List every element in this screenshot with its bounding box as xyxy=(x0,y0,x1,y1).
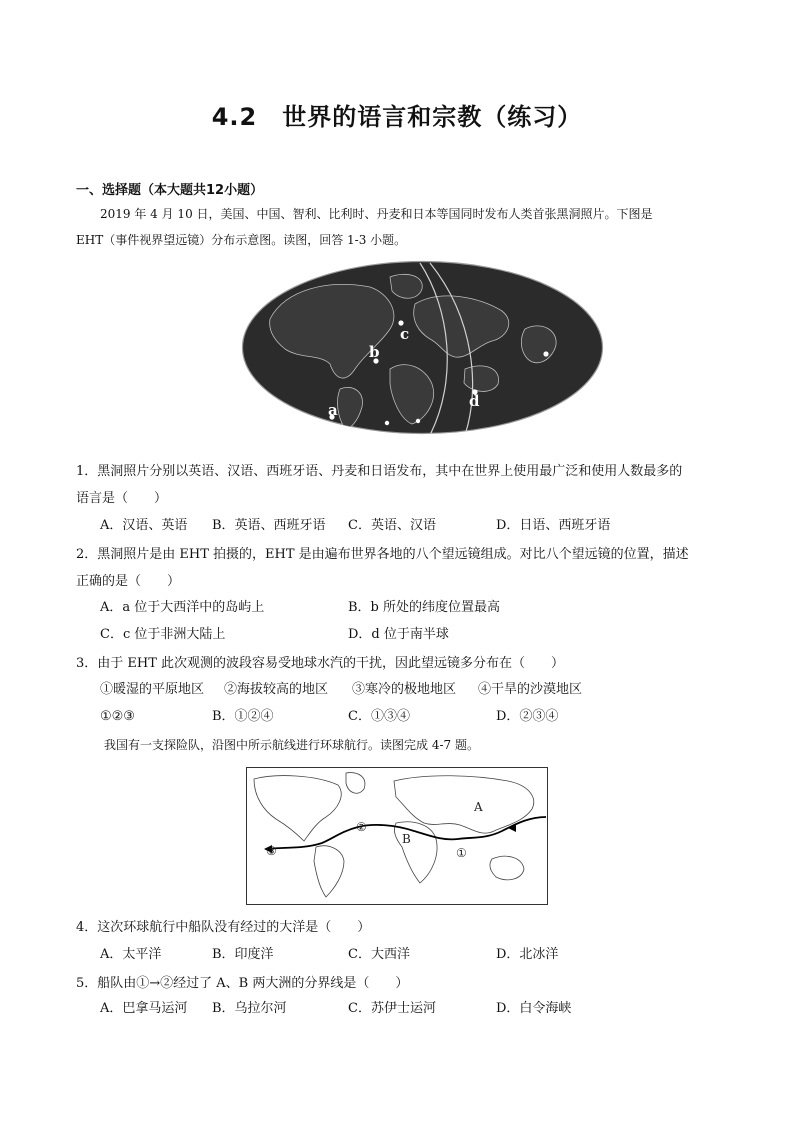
q1-option-b[interactable]: B．英语、西班牙语 xyxy=(212,518,326,533)
q1-option-c[interactable]: C．英语、汉语 xyxy=(348,518,436,533)
map2-label-B: B xyxy=(402,832,411,846)
q1-line-2: 语言是（ ） xyxy=(76,491,168,506)
q3-option-b[interactable]: B．①②④ xyxy=(212,709,274,724)
map1-label-a: a xyxy=(328,401,338,419)
intro-1-line-2: EHT（事件视界望远镜）分布示意图。读图，回答 1-3 小题。 xyxy=(76,233,407,247)
question-2 xyxy=(76,541,726,595)
q4-option-d[interactable]: D．北冰洋 xyxy=(496,947,559,962)
telescope-marker-6 xyxy=(385,421,389,425)
question-4 xyxy=(76,914,726,941)
intro-passage-2 xyxy=(104,732,754,758)
intro-1-line-1: 2019 年 4 月 10 日，美国、中国、智利、比利时、丹麦和日本等国同时发布人类首张黑洞照片。下图是 xyxy=(100,207,653,221)
q5-option-b[interactable]: B．乌拉尔河 xyxy=(212,1001,287,1016)
q4-option-b[interactable]: B．印度洋 xyxy=(212,947,274,962)
q1-option-d[interactable]: D．日语、西班牙语 xyxy=(496,518,611,533)
question-5 xyxy=(76,970,726,997)
q2-option-b[interactable]: B．b 所处的纬度位置最高 xyxy=(348,600,501,615)
question-1 xyxy=(76,458,726,512)
q3-item-4: ④干旱的沙漠地区 xyxy=(478,682,583,697)
map2-frame xyxy=(247,768,548,905)
q3-option-a[interactable]: ①②③ xyxy=(100,709,135,724)
landmass-australia xyxy=(464,366,499,392)
q5-option-c[interactable]: C．苏伊士运河 xyxy=(348,1001,436,1016)
map2-label-A: A xyxy=(474,800,483,814)
page-title: 4.2 世界的语言和宗教（练习） xyxy=(211,103,583,131)
map1-label-d: d xyxy=(469,392,480,410)
q2-option-a[interactable]: A．a 位于大西洋中的岛屿上 xyxy=(100,600,265,615)
q3-item-3: ③寒冷的极地地区 xyxy=(352,682,457,697)
intro-passage-1 xyxy=(76,201,726,253)
q2-option-d[interactable]: D．d 位于南半球 xyxy=(348,627,449,642)
map2-label-3: ③ xyxy=(266,844,277,858)
q2-line-2: 正确的是（ ） xyxy=(76,574,181,589)
section-heading: 一、选择题（本大题共12小题） xyxy=(76,183,264,198)
q4-option-c[interactable]: C．大西洋 xyxy=(348,947,410,962)
map1-label-b: b xyxy=(369,343,380,361)
q1-option-a[interactable]: A．汉语、英语 xyxy=(100,518,188,533)
q2-line-1: 2．黑洞照片是由 EHT 拍摄的，EHT 是由遍布世界各地的八个望远镜组成。对比八个望远镜的位置，描述 xyxy=(76,547,689,562)
q4-option-a[interactable]: A．太平洋 xyxy=(100,947,162,962)
voyage-route-map xyxy=(246,767,548,905)
q3-item-2: ②海拔较高的地区 xyxy=(224,682,329,697)
q2-option-c[interactable]: C．c 位于非洲大陆上 xyxy=(100,627,226,642)
eht-telescope-map xyxy=(240,259,605,436)
map2-label-2: ② xyxy=(356,820,367,834)
map2-label-1: ① xyxy=(456,846,467,860)
q3-line-1: 3．由于 EHT 此次观测的波段容易受地球水汽的干扰，因此望远镜多分布在（ ） xyxy=(76,656,565,671)
q3-option-d[interactable]: D．②③④ xyxy=(496,709,559,724)
intro-2-text: 我国有一支探险队，沿图中所示航线进行环球航行。读图完成 4-7 题。 xyxy=(104,738,479,752)
telescope-marker-7 xyxy=(416,419,420,423)
question-3 xyxy=(76,650,726,677)
q3-option-c[interactable]: C．①③④ xyxy=(348,709,410,724)
map1-label-c: c xyxy=(400,325,410,343)
q3-item-1: ①暖湿的平原地区 xyxy=(100,682,205,697)
q4-line-1: 4．这次环球航行中船队没有经过的大洋是（ ） xyxy=(76,920,371,935)
q5-line-1: 5．船队由①→②经过了 A、B 两大洲的分界线是（ ） xyxy=(76,976,409,991)
telescope-antarctica-marker xyxy=(543,351,548,356)
q1-line-1: 1．黑洞照片分别以英语、汉语、西班牙语、丹麦和日语发布，其中在世界上使用最广泛和使用人数最多的 xyxy=(76,464,683,479)
q5-option-a[interactable]: A．巴拿马运河 xyxy=(100,1001,188,1016)
q5-option-d[interactable]: D．白令海峡 xyxy=(496,1001,572,1016)
